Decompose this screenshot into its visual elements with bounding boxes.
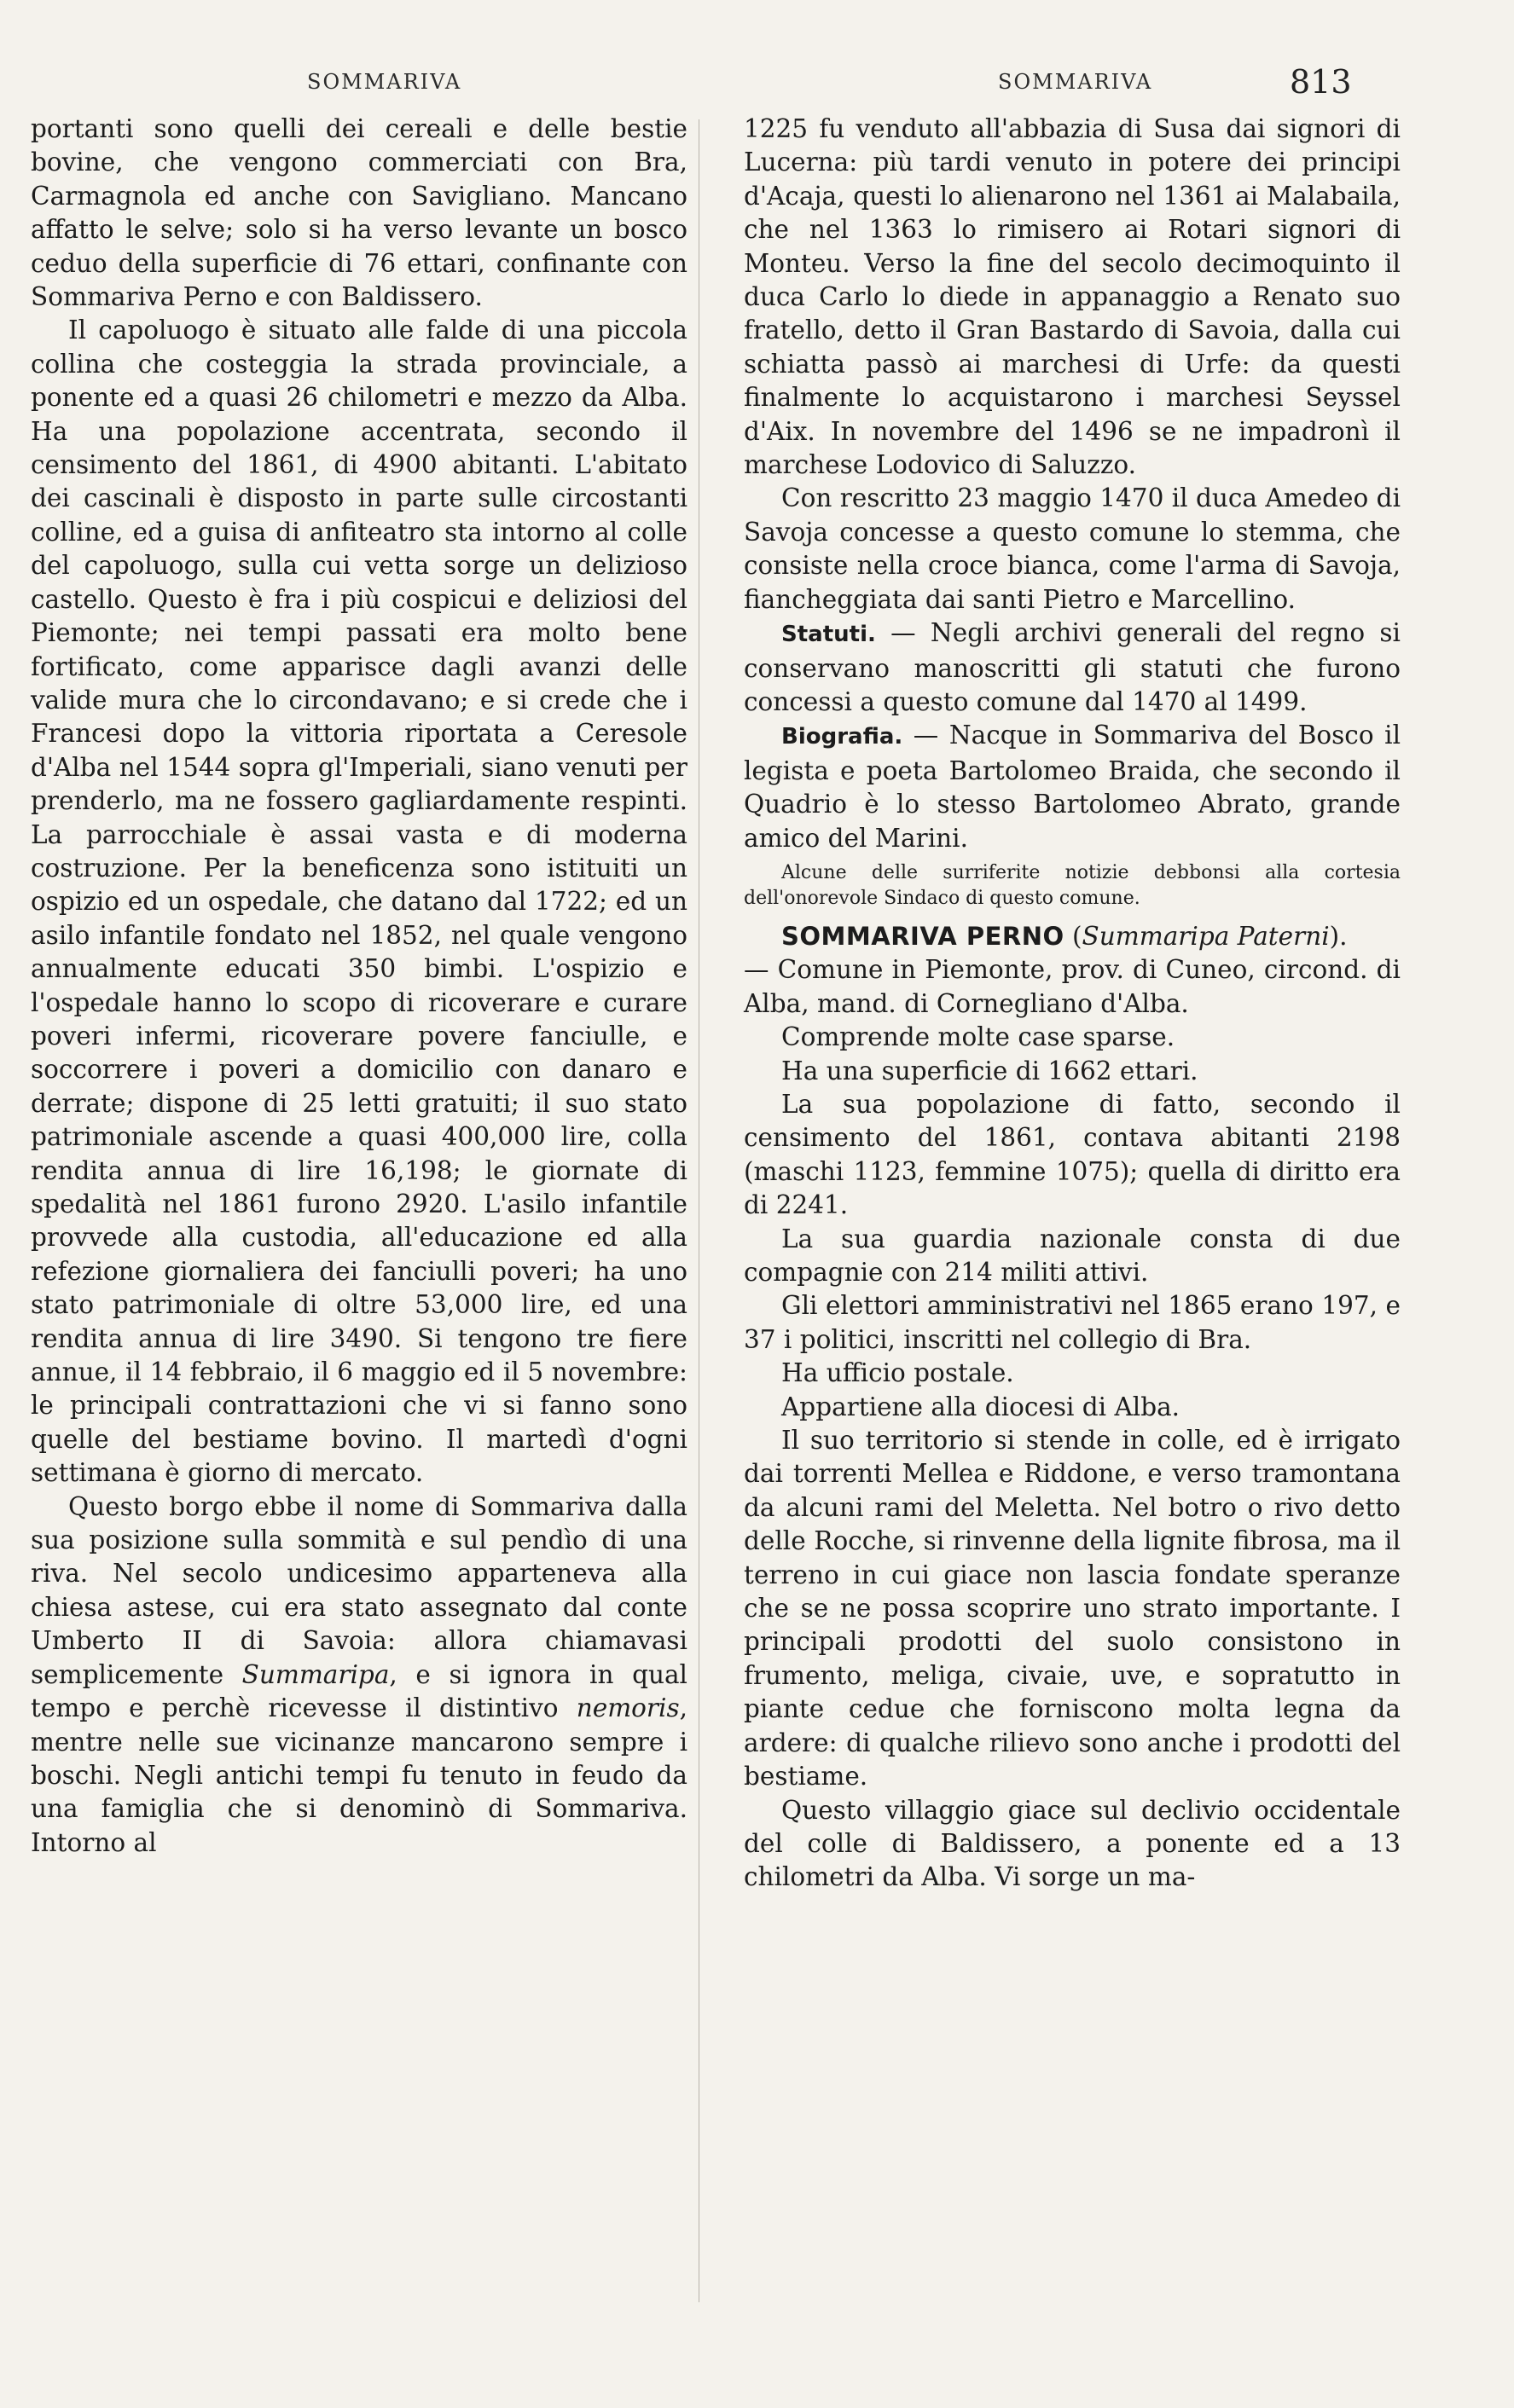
paragraph: Ha ufficio postale. xyxy=(781,1358,1014,1388)
paragraph: 1225 fu venduto all'abbazia di Susa dai signori di Lucerna: più tardi venuto in potere dei principi d'Acaja, questi lo alienarono nel 1361 ai Malabaila, che nel 1363 lo rimisero ai Rotari signori di Monteu. Verso la fine del secolo decimoquinto il duca Carlo lo diede in appanaggio a Renato suo fratello, detto il Gran Bastardo di Savoia, dalla cui schiatta passò ai marchesi di Urfe: da questi finalmente lo acquistarono i marchesi Seyssel d'Aix. In novembre del 1496 se ne impadronì il marchese Lodovico di Saluzzo. xyxy=(744,114,1401,480)
paragraph xyxy=(31,1491,687,1860)
right-running-head: SOMMARIVA xyxy=(998,70,1153,94)
text-run: , e si ignora in qual tempo e perchè ricevesse il distintivo xyxy=(31,1659,687,1723)
paragraph: La sua popolazione di fatto, secondo il censimento del 1861, contava abitanti 2198 (maschi 1123, femmine 1075); quella di diritto era di 2241. xyxy=(744,1089,1401,1220)
entry-heading xyxy=(744,920,1401,953)
italic-term: Summaripa xyxy=(241,1659,390,1689)
biografia-label: Biografia. xyxy=(781,724,903,750)
biografia-paragraph xyxy=(744,719,1401,855)
statuti-label: Statuti. xyxy=(781,622,876,648)
right-column xyxy=(744,113,1401,1895)
paragraph: Il suo territorio si stende in colle, ed è irrigato dai torrenti Mellea e Riddone, e verso tramontana da alcuni rami del Meletta. Nel botro o rivo detto delle Rocche, si rinvenne della lignite fibrosa, ma il terreno in cui giace non lascia fondate speranze che se ne possa scoprire uno strato importante. I principali prodotti del suolo consistono in frumento, meliga, civaie, uve, e sopratutto in piante cedue che forniscono molta legna da ardere: di qualche rilievo sono anche i prodotti del bestiame. xyxy=(744,1426,1401,1792)
page-number: 813 xyxy=(1290,63,1352,101)
footnote: Alcune delle surriferite notizie debbonsi alla cortesia dell'onorevole Sindaco di questo comune. xyxy=(744,861,1401,909)
text-run: , mentre nelle sue vicinanze mancarono sempre i boschi. Negli antichi tempi fu tenuto in feudo da una famiglia che si denominò di Sommariva. Intorno al xyxy=(31,1693,687,1857)
paragraph: Appartiene alla diocesi di Alba. xyxy=(781,1392,1180,1421)
statuti-paragraph xyxy=(744,616,1401,719)
text-run: — Negli archivi generali del regno si conservano manoscritti gli statuti che furono concessi a questo comune dal 1470 al 1499. xyxy=(744,618,1401,716)
italic-term: nemoris xyxy=(576,1693,680,1723)
paragraph: Ha una superficie di 1662 ettari. xyxy=(781,1056,1198,1085)
paragraph: Questo villaggio giace sul declivio occidentale del colle di Baldissero, a ponente ed a 13 chilometri da Alba. Vi sorge un ma- xyxy=(744,1795,1401,1892)
paragraph: Con rescritto 23 maggio 1470 il duca Amedeo di Savoja concesse a questo comune lo stemma, che consiste nella croce bianca, come l'arma di Savoja, fiancheggiata dai santi Pietro e Marcellino. xyxy=(744,483,1401,614)
left-column xyxy=(31,113,687,1860)
text-run: ). xyxy=(1329,921,1348,951)
paragraph: Il capoluogo è situato alle falde di una piccola collina che costeggia la strada provinciale, a ponente ed a quasi 26 chilometri e mezzo da Alba. Ha una popolazione accentrata, secondo il censimento del 1861, di 4900 abitanti. L'abitato dei cascinali è disposto in parte sulle circostanti colline, ed a guisa di anfiteatro sta intorno al colle del capoluogo, sulla cui vetta sorge un delizioso castello. Questo è fra i più cospicui e deliziosi del Piemonte; nei tempi passati era molto bene fortificato, come apparisce dagli avanzi delle valide mura che lo circondavano; e si crede che i Francesi dopo la vittoria riportata a Ceresole d'Alba nel 1544 sopra gl'Imperiali, siano venuti per prenderlo, ma ne fossero gagliardamente respinti. La parrocchiale è assai vasta e di moderna costruzione. Per la beneficenza sono istituiti un ospizio ed un ospedale, che datano dal 1722; ed un asilo infantile fondato nel 1852, nel quale vengono annualmente educati 350 bimbi. L'ospizio e l'ospedale hanno lo scopo di ricoverare e curare poveri infermi, ricoverare povere fanciulle, e soccorrere i poveri a domicilio con danaro e derrate; dispone di 25 letti gratuiti; il suo stato patrimoniale ascende a quasi 400,000 lire, colla rendita annua di lire 16,198; le giornate di spedalità nel 1861 furono 2920. L'asilo infantile provvede alla custodia, all'educazione ed alla refezione giornaliera dei fanciulli poveri; ha uno stato patrimoniale di oltre 53,000 lire, ed una rendita annua di lire 3490. Si tengono tre fiere annue, il 14 febbraio, il 6 maggio ed il 5 novembre: le principali contrattazioni che vi si fanno sono quelle del bestiame bovino. Il martedì d'ogni settimana è giorno di mercato. xyxy=(31,315,687,1488)
entry-title: SOMMARIVA PERNO xyxy=(781,921,1064,951)
paragraph: La sua guardia nazionale consta di due compagnie con 214 militi attivi. xyxy=(744,1224,1401,1287)
paragraph: Gli elettori amministrativi nel 1865 erano 197, e 37 i politici, inscritti nel collegio di Bra. xyxy=(744,1291,1401,1354)
left-running-head: SOMMARIVA xyxy=(307,70,462,94)
paragraph: Comprende molte case sparse. xyxy=(781,1022,1175,1052)
paragraph: — Comune in Piemonte, prov. di Cuneo, circond. di Alba, mand. di Cornegliano d'Alba. xyxy=(744,955,1401,1018)
paragraph: portanti sono quelli dei cereali e delle bestie bovine, che vengono commerciati con Bra, Carmagnola ed anche con Savigliano. Mancano affatto le selve; solo si ha verso levante un bosco ceduo della superficie di 76 ettari, confinante con Sommariva Perno e con Baldissero. xyxy=(31,114,687,312)
text-run: ( xyxy=(1064,921,1082,951)
entry-latin-name: Summaripa Paterni xyxy=(1082,921,1330,951)
text-run: Questo borgo ebbe il nome di Sommariva dalla sua posizione sulla sommità e sul pendìo di una riva. Nel secolo undicesimo apparteneva alla chiesa astese, cui era stato assegnato dal conte Umberto II di Savoia: allora chiamavasi semplicemente xyxy=(31,1491,687,1689)
text-run: — Nacque in Sommariva del Bosco il legista e poeta Bartolomeo Braida, che secondo il Quadrio è lo stesso Bartolomeo Abrato, grande amico del Marini. xyxy=(744,721,1401,853)
